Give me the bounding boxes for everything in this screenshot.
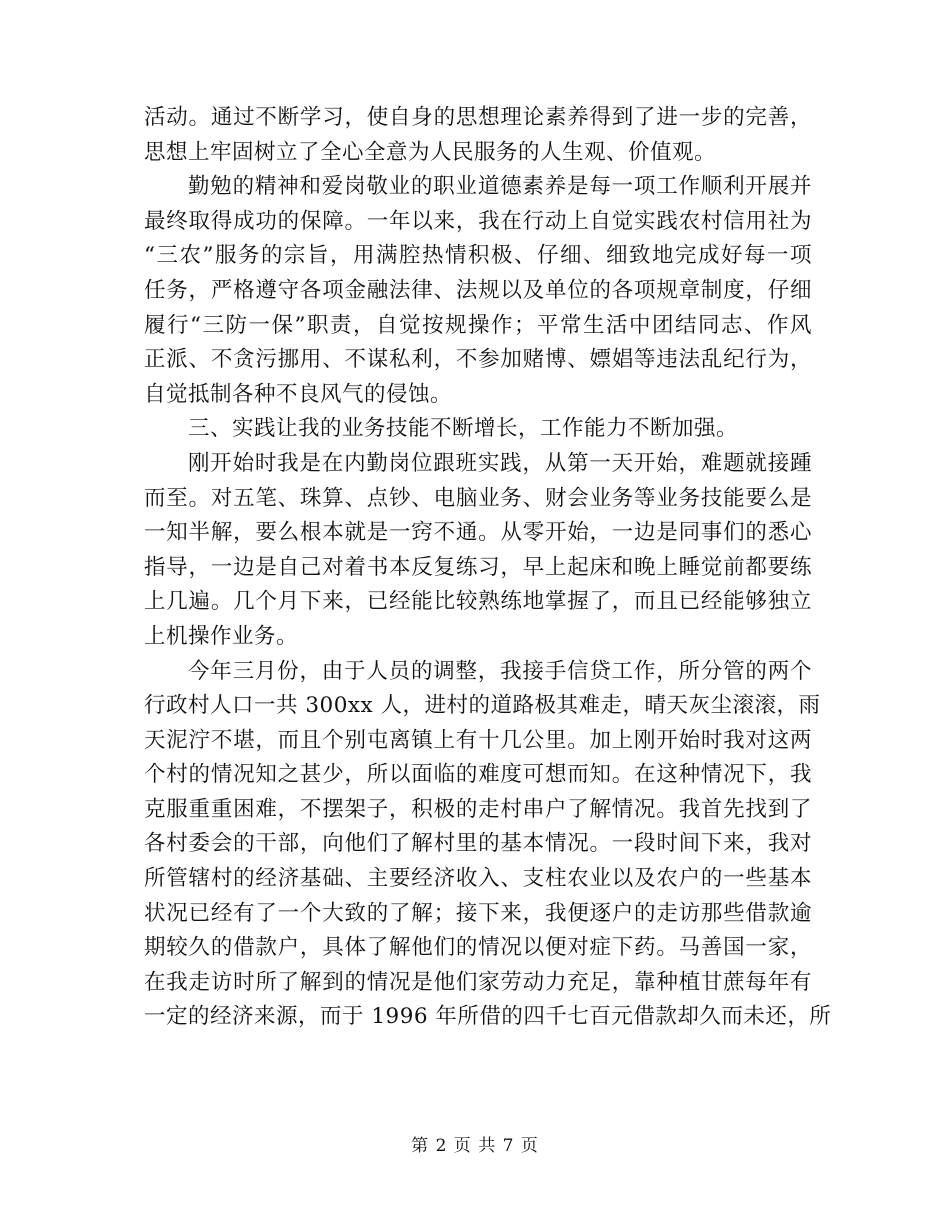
text-line: 一知半解，要么根本就是一窍不通。从零开始，一边是同事们的悉心	[144, 520, 812, 546]
text-line: 三、实践让我的业务技能不断增长，工作能力不断加强。	[188, 416, 739, 442]
text-line: 上几遍。几个月下来，已经能比较熟练地掌握了，而且已经能够独立	[144, 589, 812, 615]
text-line: 正派、不贪污挪用、不谋私利，不参加赌博、嫖娼等违法乱纪行为，	[144, 347, 812, 373]
text-line: 活动。通过不断学习，使自身的思想理论素养得到了进一步的完善，	[144, 105, 812, 130]
page-number-footer: 第 2 页 共 7 页	[411, 1136, 539, 1156]
text-line: 一定的经济来源，而于 1996 年所借的四千七百元借款却久而未还，所	[144, 1004, 832, 1030]
text-line: 在我走访时所了解到的情况是他们家劳动力充足，靠种植甘蔗每年有	[144, 969, 812, 995]
text-line: 状况已经有了一个大致的了解；接下来，我便逐户的走访那些借款逾	[144, 900, 812, 926]
text-line: 任务，严格遵守各项金融法律、法规以及单位的各项规章制度，仔细	[144, 277, 812, 303]
text-line: 各村委会的干部，向他们了解村里的基本情况。一段时间下来，我对	[144, 831, 812, 857]
text-line: 而至。对五笔、珠算、点钞、电脑业务、财会业务等业务技能要么是	[144, 485, 812, 511]
text-line: “三农”服务的宗旨，用满腔热情积极、仔细、细致地完成好每一项	[144, 243, 812, 269]
text-line: 自觉抵制各种不良风气的侵蚀。	[144, 381, 453, 407]
text-line: 行政村人口一共 300xx 人，进村的道路极其难走，晴天灰尘滚滚，雨	[144, 693, 821, 719]
text-line: 刚开始时我是在内勤岗位跟班实践，从第一天开始，难题就接踵	[188, 450, 812, 476]
text-line: 指导，一边是自己对着书本反复练习，早上起床和晚上睡觉前都要练	[144, 554, 812, 580]
text-line: 思想上牢固树立了全心全意为人民服务的人生观、价值观。	[144, 139, 717, 165]
text-line: 最终取得成功的保障。一年以来，我在行动上自觉实践农村信用社为	[144, 208, 812, 234]
document-body	[144, 101, 832, 1035]
text-line: 天泥泞不堪，而且个别屯离镇上有十几公里。加上刚开始时我对这两	[144, 727, 812, 753]
text-line: 个村的情况知之甚少，所以面临的难度可想而知。在这种情况下，我	[144, 762, 812, 788]
text-line: 上机操作业务。	[144, 623, 299, 649]
text-line: 勤勉的精神和爱岗敬业的职业道德素养是每一项工作顺利开展并	[188, 174, 812, 200]
text-line: 克服重重困难，不摆架子，积极的走村串户了解情况。我首先找到了	[144, 796, 812, 822]
text-line: 履行“三防一保”职责，自觉按规操作；平常生活中团结同志、作风	[144, 312, 812, 338]
text-line: 今年三月份，由于人员的调整，我接手信贷工作，所分管的两个	[188, 658, 812, 684]
text-line: 期较久的借款户，具体了解他们的情况以便对症下药。马善国一家，	[144, 935, 812, 961]
text-line: 所管辖村的经济基础、主要经济收入、支柱农业以及农户的一些基本	[144, 866, 812, 892]
